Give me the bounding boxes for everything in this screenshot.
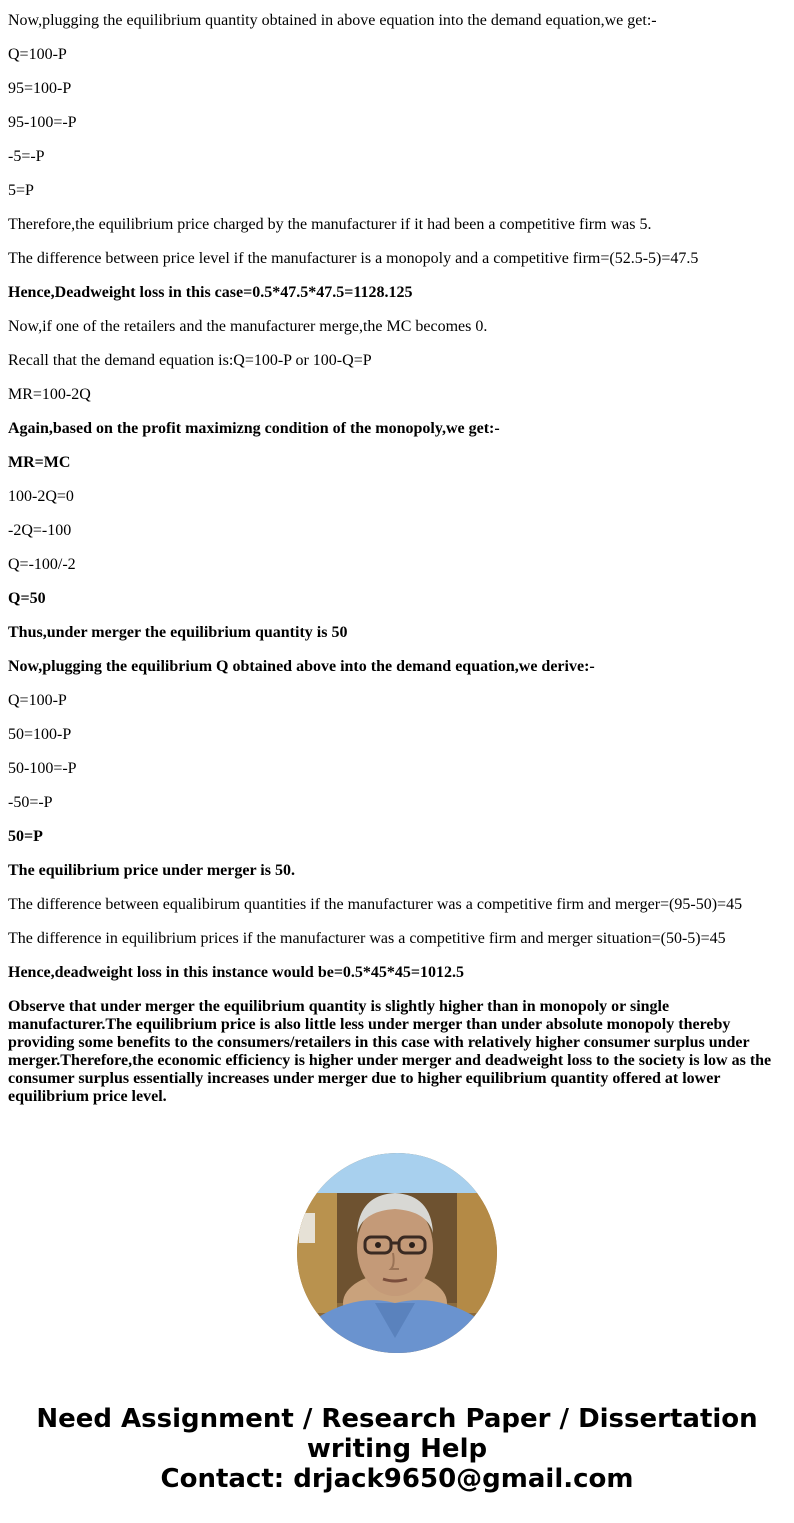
solution-line: Q=100-P [8, 692, 67, 709]
solution-line: The difference between equalibirum quantities if the manufacturer was a competitive firm and merger=(95-50)=45 [8, 896, 743, 913]
solution-line: The difference in equilibrium prices if the manufacturer was a competitive firm and merger situation=(50-5)=45 [8, 930, 726, 947]
solution-line: -2Q=-100 [8, 522, 72, 539]
solution-line: 5=P [8, 182, 34, 199]
solution-line: Now,if one of the retailers and the manufacturer merge,the MC becomes 0. [8, 318, 488, 335]
avatar [297, 1153, 497, 1353]
solution-line: 95=100-P [8, 80, 72, 97]
solution-line: 50-100=-P [8, 760, 77, 777]
solution-line: Now,plugging the equilibrium quantity obtained in above equation into the demand equation,we get:- [8, 12, 657, 29]
solution-line: The difference between price level if the manufacturer is a monopoly and a competitive firm=(52.5-5)=47.5 [8, 250, 699, 267]
solution-line: 50=100-P [8, 726, 72, 743]
solution-line: -50=-P [8, 794, 53, 811]
solution-line: 50=P [8, 828, 43, 845]
solution-line: Again,based on the profit maximizng condition of the monopoly,we get:- [8, 420, 500, 437]
solution-line: Q=50 [8, 590, 46, 607]
solution-line: Hence,deadweight loss in this instance would be=0.5*45*45=1012.5 [8, 964, 465, 981]
solution-content [8, 12, 778, 1106]
footer-banner [0, 1404, 794, 1494]
solution-line: Hence,Deadweight loss in this case=0.5*47.5*47.5=1128.125 [8, 284, 413, 301]
conclusion-paragraph: Observe that under merger the equilibrium quantity is slightly higher than in monopoly or single manufacturer.The equilibrium price is also little less under merger than under absolute monopoly thereby providing some benefits to the consumers/retailers in this case with relatively higher consumer surplus under merger.Therefore,the economic efficiency is higher under merger and deadweight loss to the society is low as the consumer surplus essentially increases under merger due to higher equilibrium quantity offered at lower equilibrium price level. [8, 998, 772, 1105]
footer-contact-text: Contact: drjack9650@gmail.com [160, 1464, 634, 1494]
solution-line: -5=-P [8, 148, 45, 165]
footer-help-text: Need Assignment / Research Paper / Dissertation writing Help [36, 1404, 758, 1464]
solution-line: Now,plugging the equilibrium Q obtained above into the demand equation,we derive:- [8, 658, 595, 675]
solution-line: MR=100-2Q [8, 386, 91, 403]
person-photo [297, 1153, 497, 1353]
solution-line: Q=100-P [8, 46, 67, 63]
solution-line: Recall that the demand equation is:Q=100-P or 100-Q=P [8, 352, 372, 369]
solution-line: Therefore,the equilibrium price charged by the manufacturer if it had been a competitive firm was 5. [8, 216, 652, 233]
solution-line: 95-100=-P [8, 114, 77, 131]
solution-line: The equilibrium price under merger is 50. [8, 862, 295, 879]
solution-line: Thus,under merger the equilibrium quantity is 50 [8, 624, 348, 641]
solution-line: MR=MC [8, 454, 71, 471]
solution-line: Q=-100/-2 [8, 556, 76, 573]
solution-line: 100-2Q=0 [8, 488, 74, 505]
